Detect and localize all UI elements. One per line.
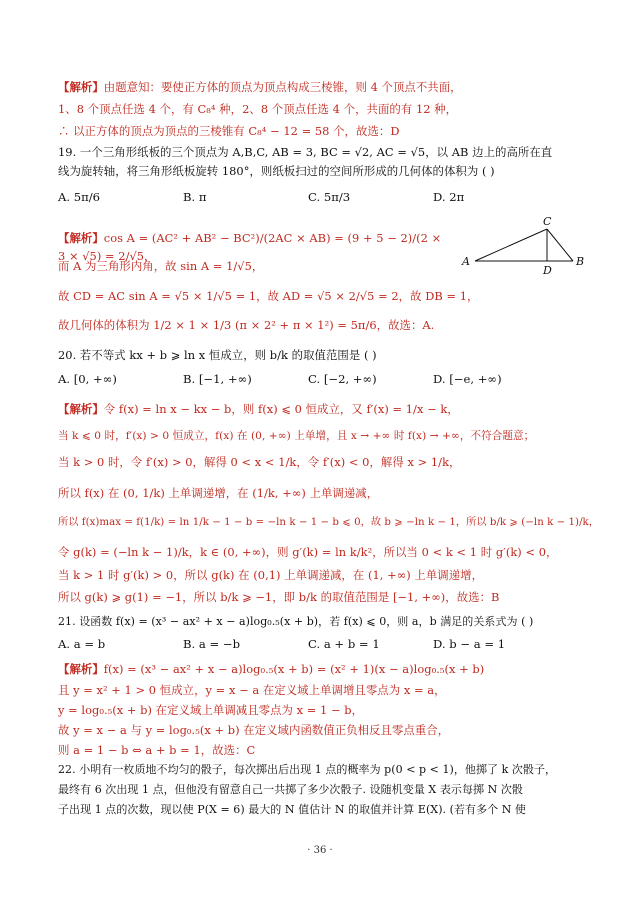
label-d: D	[543, 264, 552, 276]
side-ac	[475, 229, 547, 261]
question-21-text: 21. 设函数 f(x) = (x³ − ax² + x − a)log₀.₅(x + b)，若 f(x) ⩽ 0，则 a，b 满足的关系式为 ( )	[58, 615, 534, 628]
question-19-text: 线为旋转轴，将三角形纸板旋转 180°，则纸板扫过的空间所形成的几何体的体积为 ( )	[58, 164, 495, 178]
solution-line: 则 a = 1 − b ⇔ a + b = 1，故选：C	[58, 743, 256, 757]
q20-option-c: C. [−2, +∞)	[308, 372, 377, 386]
page-number: · 36 ·	[307, 845, 333, 856]
side-cb	[547, 229, 573, 261]
solution-line: 故几何体的体积为 1/2 × 1 × 1/3 (π × 2² + π × 1²) = 5π/6，故选：A.	[58, 318, 435, 332]
question-20-text: 20. 若不等式 kx + b ⩾ ln x 恒成立，则 b/k 的取值范围是 ( )	[58, 348, 377, 362]
solution-line: y = log₀.₅(x + b) 在定义域上单调减且零点为 x = 1 − b，	[58, 703, 364, 717]
solution-tag: 【解析】	[58, 662, 104, 676]
solution-line: 当 k > 0 时，令 f′(x) > 0，解得 0 < x < 1/k，令 f′(x) < 0，解得 x > 1/k，	[58, 455, 461, 469]
solution-line: 【解析】令 f(x) = ln x − kx − b，则 f(x) ⩽ 0 恒成立，又 f′(x) = 1/x − k，	[58, 402, 459, 416]
triangle-figure	[455, 214, 590, 276]
q21-option-c: C. a + b = 1	[308, 637, 380, 651]
q20-option-b: B. [−1, +∞)	[183, 372, 252, 386]
question-19-text: 19. 一个三角形纸板的三个顶点为 A,B,C, AB = 3, BC = √2, AC = √5，以 AB 边上的高所在直	[58, 145, 553, 159]
q19-option-a: A. 5π/6	[58, 190, 101, 204]
q19-option-d: D. 2π	[433, 190, 465, 204]
solution-line: 所以 g(k) ⩾ g(1) = −1，所以 b/k ⩾ −1，即 b/k 的取值范围是 [−1, +∞)，故选：B	[58, 590, 500, 604]
label-b: B	[576, 255, 585, 268]
question-22-text: 子出现 1 点的次数，现以使 P(X = 6) 最大的 N 值估计 N 的取值并计算 E(X). (若有多个 N 使	[58, 803, 526, 816]
solution-line: 故 y = x − a 与 y = log₀.₅(x + b) 在定义域内函数值正负相反且零点重合，	[58, 723, 450, 737]
solution-line: 当 k ⩽ 0 时，f′(x) > 0 恒成立，f(x) 在 (0, +∞) 上单增，且 x → +∞ 时 f(x) → +∞，不符合题意；	[58, 430, 535, 442]
solution-line: 【解析】由题意知：要使正方体的顶点为顶点构成三棱锥，则 4 个顶点不共面，	[58, 80, 462, 94]
label-c: C	[543, 215, 552, 228]
solution-tag: 【解析】	[58, 231, 104, 245]
q20-option-a: A. [0, +∞)	[58, 372, 117, 386]
solution-line: 【解析】f(x) = (x³ − ax² + x − a)log₀.₅(x + b) = (x² + 1)(x − a)log₀.₅(x + b)	[58, 662, 485, 676]
solution-line: 而 A 为三角形内角，故 sin A = 1/√5，	[58, 259, 264, 273]
q21-option-b: B. a = −b	[183, 637, 241, 651]
q20-option-d: D. [−e, +∞)	[433, 372, 502, 386]
q21-option-d: D. b − a = 1	[433, 637, 506, 651]
solution-line: 所以 f(x)max = f(1/k) = ln 1/k − 1 − b = −ln k − 1 − b ⩽ 0，故 b ⩾ −ln k − 1，所以 b/k ⩾ (−ln k − 1)/k，	[58, 517, 600, 528]
solution-line: 且 y = x² + 1 > 0 恒成立，y = x − a 在定义域上单调增且零点为 x = a，	[58, 683, 446, 697]
solution-tag: 【解析】	[58, 80, 104, 94]
solution-line: 所以 f(x) 在 (0, 1/k) 上单调递增，在 (1/k, +∞) 上单调递减，	[58, 486, 379, 500]
solution-line: 令 g(k) = (−ln k − 1)/k，k ∈ (0, +∞)，则 g′(k) = ln k/k²，所以当 0 < k < 1 时 g′(k) < 0，	[58, 545, 558, 559]
solution-line: 故 CD = AC sin A = √5 × 1/√5 = 1，故 AD = √5 × 2/√5 = 2，故 DB = 1，	[58, 289, 479, 303]
solution-line: ∴ 以正方体的顶点为顶点的三棱锥有 C₈⁴ − 12 = 58 个，故选：D	[58, 124, 400, 138]
solution-line: 1、8 个顶点任选 4 个，有 C₈⁴ 种，2、8 个顶点任选 4 个，共面的有 12 种，	[58, 102, 458, 116]
label-a: A	[462, 255, 470, 268]
q21-option-a: A. a = b	[58, 637, 106, 651]
question-22-text: 最终有 6 次出现 1 点，但他没有留意自己一共掷了多少次骰子. 设随机变量 X 表示每掷 N 次骰	[58, 783, 523, 796]
q19-option-c: C. 5π/3	[308, 190, 351, 204]
question-22-text: 22. 小明有一枚质地不均匀的骰子，每次掷出后出现 1 点的概率为 p(0 < p < 1)，他掷了 k 次骰子，	[58, 763, 557, 776]
solution-line: 【解析】cos A = (AC² + AB² − BC²)/(2AC × AB) = (9 + 5 − 2)/(2 × 3 × √5) = 2/√5，	[58, 231, 442, 263]
q19-option-b: B. π	[183, 190, 207, 204]
solution-tag: 【解析】	[58, 402, 104, 416]
solution-line: 当 k > 1 时 g′(k) > 0，所以 g(k) 在 (0,1) 上单调递减，在 (1, +∞) 上单调递增，	[58, 568, 484, 582]
